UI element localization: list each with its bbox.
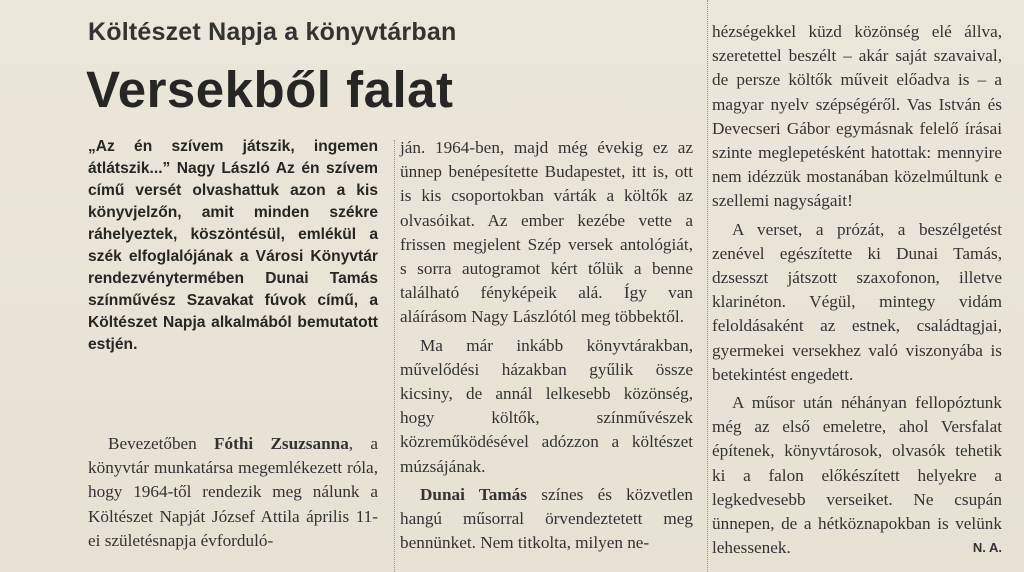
- article-column-3: [712, 20, 1002, 560]
- paragraph: A verset, a prózát, a beszélgetést zenével egészítette ki Dunai Tamás, dzsesszt játszott szaxofonon, illetve klarinéton. Végül, mintegy vidám feloldásaként az estnek, családtagjai, gyermekei versekhez való viszonyába is betekintést engedett.: [712, 219, 1002, 384]
- person-name: Fóthi Zsuzsanna: [214, 434, 349, 453]
- paragraph: hézségekkel küzd közönség elé állva, szeretettel beszélt – akár saját szavaival, de persze költők műveit előadva is – a magyar nyelv szépségéről. Vas István és Devecseri Gábor egymásnak felelő írásai szinte meglepetésként hatottak: mennyire nem idézzük mostanában közelmúltunk e szellemi nagyságait!: [712, 22, 1002, 211]
- paragraph: Ma már inkább könyvtárakban, művelődési házakban gyűlik össze kicsiny, de annál lelkesebb közönség, hogy költők, színművészek közreműködésével adózzon a költészet múzsájának.: [400, 335, 693, 476]
- text-run: A műsor után néhányan fellopóztunk még az első emeletre, ahol Versfalat építenek, könyvtárosok, olvasók tehetik ki a falon előkészített helyekre a legkedvesebb verseiket. Ne csupán ünnepen, de a hétköznapokban is velünk lehessenek.: [712, 393, 1002, 558]
- paragraph: [712, 391, 1002, 560]
- paragraph: [88, 432, 378, 553]
- text-run: , a könyvtár munkatársa megemlékezett róla, hogy 1964-től rendezik meg nálunk a Költészet Napját József Attila április 11-ei születésnapja évforduló-: [88, 434, 378, 550]
- column-rule-left: [394, 140, 395, 572]
- author-signature: N. A.: [972, 540, 1002, 556]
- column-rule-right: [707, 0, 708, 572]
- paragraph: ján. 1964-ben, majd még évekig ez az ünnep benépesítette Budapestet, itt is, ott is kis csoportokban várták a költők az olvasóikat. Az ember kezébe vette a frissen megjelent Szép versek antológiát, s sorra autogramot kért tőlük a benne található fényképeik alá. Így van aláírásom Nagy Lászlótól meg többektől.: [400, 138, 693, 327]
- article-kicker: Költészet Napja a könyvtárban: [88, 18, 457, 46]
- paragraph: [400, 483, 693, 556]
- text-run: Bevezetőben: [108, 434, 215, 453]
- article-column-1: [88, 432, 378, 553]
- text-run: színes és közvetlen hangú műsorral örvendeztetett meg bennünket. Nem titkolta, milyen ne-: [400, 484, 693, 553]
- person-name: Dunai Tamás: [420, 484, 527, 504]
- article-headline: Versekből falat: [86, 61, 454, 118]
- article-lead: „Az én szívem játszik, ingemen átlátszik...” Nagy László Az én szívem című versét olvashattuk azon a kis könyvjelzőn, amit minden székre ráhelyeztek, köszöntésül, emlékül a szék elfoglalójának a Városi Könyvtár rendezvénytermében Dunai Tamás színművész Szavakat fúvok című, a Költészet Napja alkalmából bemutatott estjén.: [88, 138, 378, 353]
- article-column-2: [400, 136, 693, 555]
